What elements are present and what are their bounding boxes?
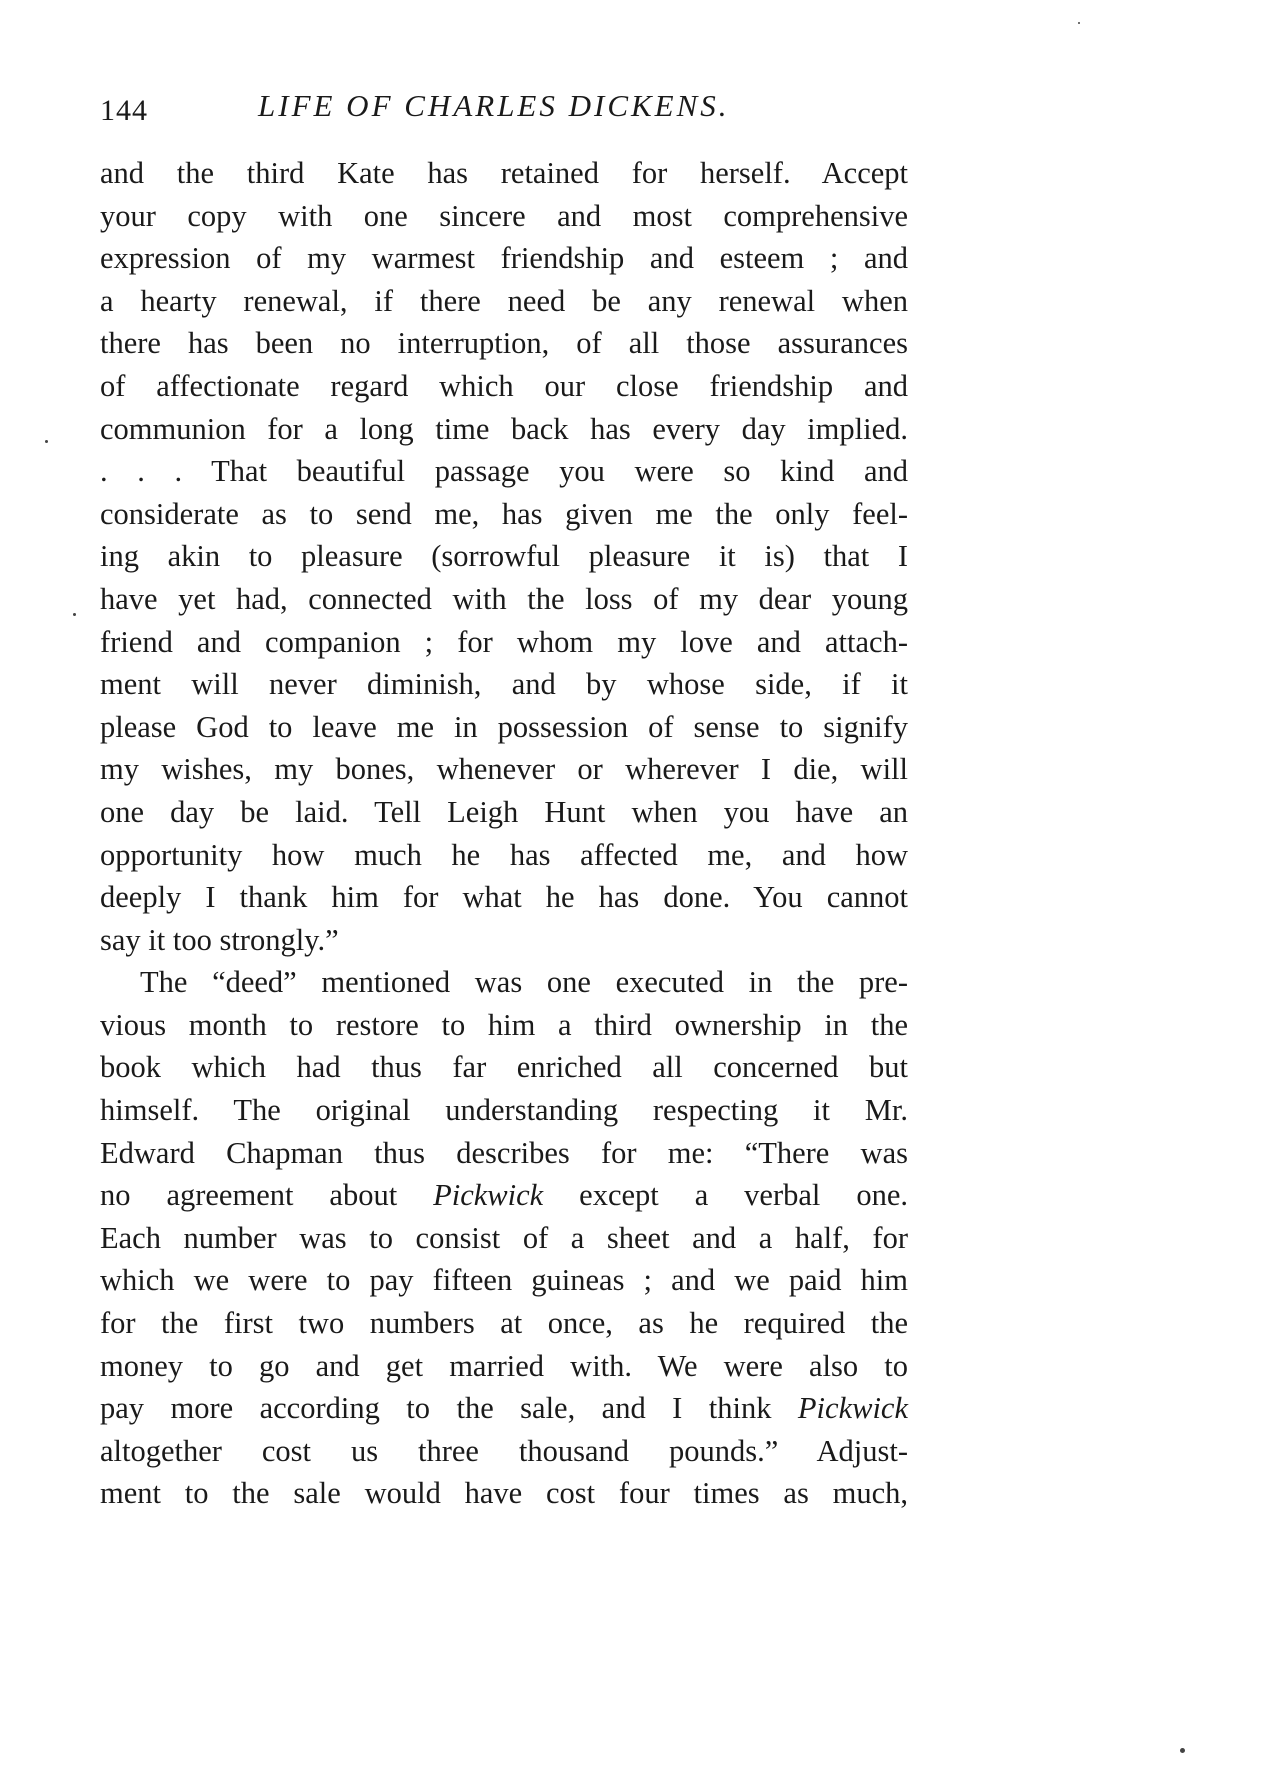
text-line: expression of my warmest friendship and esteem ; and <box>100 241 908 276</box>
text-line: of affectionate regard which our close friendship and <box>100 368 908 403</box>
text-line: which we were to pay fifteen guineas ; and we paid him <box>100 1263 908 1298</box>
scan-speck <box>1078 22 1080 24</box>
text-line-paragraph-start: The “deed” mentioned was one executed in the pre- <box>140 965 908 1000</box>
text-line: opportunity how much he has affected me, and how <box>100 837 908 872</box>
text-line-with-italic <box>100 1174 908 1217</box>
body-text <box>100 152 908 1515</box>
italic-title: Pickwick <box>433 1178 544 1213</box>
text-line: ment will never diminish, and by whose side, if it <box>100 667 908 702</box>
text-line: please God to leave me in possession of sense to signify <box>100 709 908 744</box>
text-line: deeply I thank him for what he has done. You cannot <box>100 880 908 915</box>
text-line-paragraph-end: say it too strongly.” <box>100 922 339 957</box>
text-line: money to go and get married with. We were also to <box>100 1348 908 1383</box>
text-line: altogether cost us three thousand pounds.” Adjust- <box>100 1433 908 1468</box>
text-segment: except a verbal one. <box>579 1178 908 1213</box>
page-header <box>100 88 935 134</box>
text-line: your copy with one sincere and most comprehensive <box>100 198 908 233</box>
text-line: ing akin to pleasure (sorrowful pleasure it is) that I <box>100 539 908 574</box>
text-line: ment to the sale would have cost four times as much, <box>100 1476 908 1511</box>
text-line: vious month to restore to him a third ownership in the <box>100 1007 908 1042</box>
page-number: 144 <box>100 94 148 127</box>
scan-speck <box>1180 1748 1185 1753</box>
running-head: LIFE OF CHARLES DICKENS. <box>258 88 730 123</box>
italic-title: Pickwick <box>797 1391 908 1426</box>
text-line: and the third Kate has retained for herself. Accept <box>100 156 908 190</box>
text-line: a hearty renewal, if there need be any renewal when <box>100 283 908 318</box>
text-line: Each number was to consist of a sheet and a half, for <box>100 1220 908 1255</box>
text-line: himself. The original understanding respecting it Mr. <box>100 1093 908 1128</box>
text-line-with-italic <box>100 1387 908 1430</box>
scan-speck <box>45 440 48 443</box>
text-line: one day be laid. Tell Leigh Hunt when you have an <box>100 794 908 829</box>
text-line: Edward Chapman thus describes for me: “There was <box>100 1135 908 1170</box>
text-line: have yet had, connected with the loss of my dear young <box>100 581 908 616</box>
text-line: for the first two numbers at once, as he required the <box>100 1306 908 1341</box>
text-line: there has been no interruption, of all those assurances <box>100 326 908 361</box>
scan-speck <box>73 613 76 616</box>
text-line: book which had thus far enriched all concerned but <box>100 1050 908 1085</box>
text-line: considerate as to send me, has given me the only feel- <box>100 496 908 531</box>
text-line: . . . That beautiful passage you were so kind and <box>100 454 908 489</box>
text-line: friend and companion ; for whom my love and attach- <box>100 624 908 659</box>
text-segment: pay more according to the sale, and I think <box>100 1391 772 1426</box>
text-line: my wishes, my bones, whenever or wherever I die, will <box>100 752 908 787</box>
text-line: communion for a long time back has every day implied. <box>100 411 908 446</box>
text-segment: no agreement about <box>100 1178 398 1213</box>
